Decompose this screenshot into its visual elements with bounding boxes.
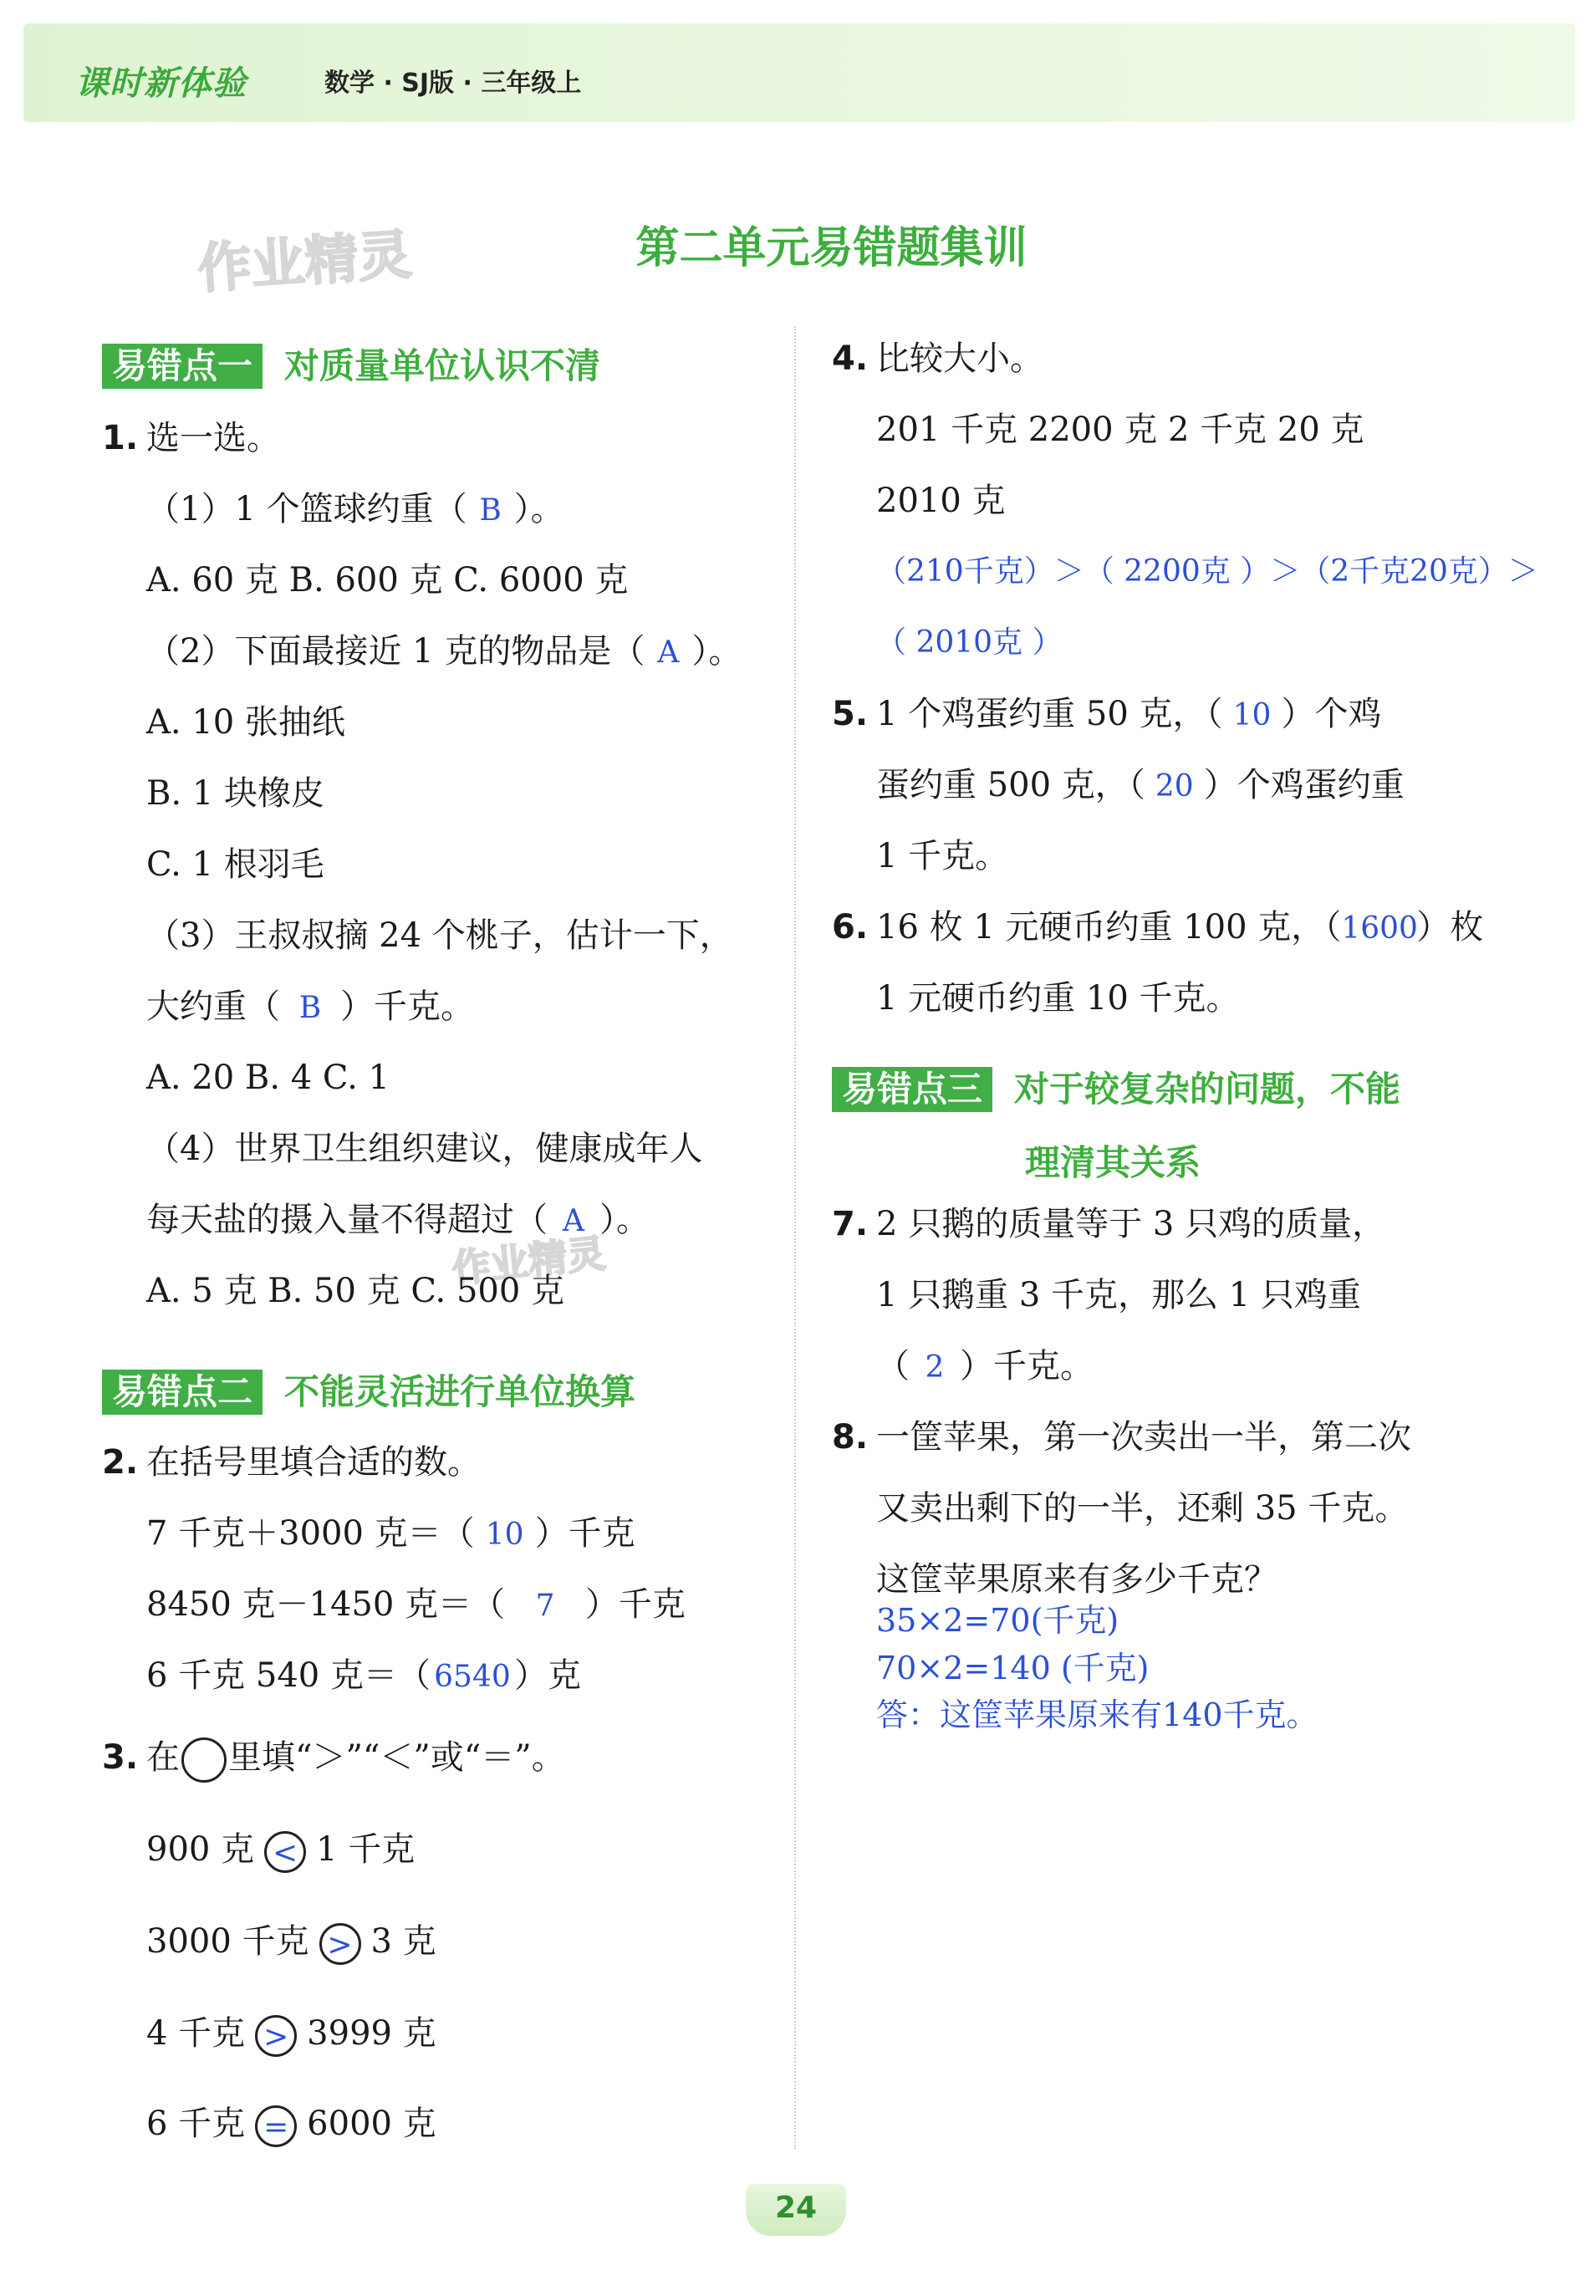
text: 8450 克－1450 克＝（ [146, 1585, 506, 1624]
section-title: 对于较复杂的问题，不能 [1014, 1069, 1401, 1110]
text: 一筐苹果，第一次卖出一半，第二次 [876, 1418, 1412, 1457]
text: 3 克 [370, 1922, 436, 1961]
question-number: 2. [102, 1443, 139, 1482]
answer-circle: < [264, 1831, 306, 1873]
answer: 2 [925, 1350, 945, 1385]
answer: 7 [535, 1589, 555, 1623]
answer-circle: > [319, 1923, 361, 1965]
text: 6 千克 540 克＝（ [146, 1656, 431, 1695]
q8-line3: 这筐苹果原来有多少千克？ [876, 1560, 1277, 1599]
text: ）千克 [585, 1585, 686, 1624]
question-number: 3. [102, 1738, 139, 1777]
q2-line1 [146, 1513, 635, 1555]
text: 6000 克 [307, 2105, 436, 2143]
q1-part2 [146, 631, 742, 673]
text: 在 [146, 1738, 181, 1777]
answer: B [479, 493, 502, 528]
q1-part4-line1: （4）世界卫生组织建议，健康成年人 [146, 1130, 703, 1168]
question-6 [832, 907, 1483, 949]
q1-part2-option-b: B. 1 块橡皮 [146, 774, 324, 813]
q1-part1-options: A. 60 克 B. 600 克 C. 6000 克 [146, 561, 629, 600]
q8-solution-1: 35×2=70(千克) [876, 1602, 1119, 1639]
text: 16 枚 1 元硬币约重 100 克，（ [876, 908, 1342, 946]
question-text: 在括号里填合适的数。 [146, 1443, 482, 1482]
text: ）枚 [1416, 908, 1484, 946]
q3-row [146, 1829, 415, 1873]
page-title: 第二单元易错题集训 [635, 223, 1027, 273]
text: ）。 [599, 1201, 650, 1239]
question-number: 8. [832, 1418, 869, 1457]
page-number: 24 [746, 2184, 846, 2236]
text: ）个鸡蛋约重 [1203, 766, 1405, 804]
q1-part4-line2 [146, 1200, 650, 1242]
answer: 6540 [434, 1660, 511, 1694]
q3-row [146, 2013, 436, 2057]
brand-logo: 课时新体验 [75, 64, 247, 103]
text: 蛋约重 500 克，（ [876, 766, 1145, 804]
section-title-line2: 理清其关系 [1025, 1142, 1201, 1183]
question-5 [832, 694, 1382, 736]
q1-part3-options: A. 20 B. 4 C. 1 [146, 1059, 390, 1097]
question-1 [102, 418, 280, 458]
q3-row [146, 2104, 436, 2147]
section-title: 对质量单位认识不清 [284, 345, 601, 386]
q1-part3-line2 [146, 987, 474, 1028]
text: ）。 [513, 490, 564, 528]
q4-items-line2: 2010 克 [876, 482, 1006, 520]
question-2 [102, 1442, 481, 1482]
text: 大约重（ [146, 987, 280, 1026]
q3-row [146, 1921, 436, 1965]
answer-circle: > [255, 2015, 297, 2057]
question-number: 1. [102, 419, 139, 457]
text: （1）1 个篮球约重（ [146, 490, 467, 528]
question-8 [832, 1417, 1411, 1457]
question-4 [832, 339, 1043, 379]
text: 每天盐的摄入量不得超过（ [146, 1201, 548, 1239]
q6-line2: 1 元硬币约重 10 千克。 [876, 979, 1240, 1018]
q4-items-line1: 201 千克 2200 克 2 千克 20 克 [876, 411, 1364, 449]
section-heading-2 [102, 1365, 635, 1415]
text: 3999 克 [307, 2014, 436, 2053]
text: （2）下面最接近 1 克的物品是（ [146, 632, 645, 671]
section-tag: 易错点一 [102, 344, 263, 389]
answer: 20 [1155, 769, 1194, 804]
section-heading-1 [102, 339, 600, 389]
q8-solution-3: 答：这筐苹果原来有140千克。 [876, 1696, 1318, 1733]
text: 3000 千克 [146, 1922, 309, 1961]
text: 1 千克 [316, 1830, 416, 1869]
question-number: 7. [832, 1205, 869, 1243]
q1-part4-options: A. 5 克 B. 50 克 C. 500 克 [146, 1272, 565, 1310]
section-title: 不能灵活进行单位换算 [284, 1371, 636, 1412]
question-text: 选一选。 [146, 419, 281, 457]
text: 2 只鹅的质量等于 3 只鸡的质量， [876, 1205, 1386, 1243]
q7-line2: 1 只鹅重 3 千克，那么 1 只鸡重 [876, 1276, 1361, 1314]
watermark: 作业精灵 [449, 1230, 608, 1292]
q8-line2: 又卖出剩下的一半，还剩 35 千克。 [876, 1489, 1409, 1528]
q1-part2-option-c: C. 1 根羽毛 [146, 845, 324, 884]
answer-circle: = [255, 2105, 297, 2147]
text: 7 千克＋3000 克＝（ [146, 1514, 475, 1553]
answer: 10 [1232, 698, 1272, 732]
question-3 [102, 1737, 565, 1783]
text: 4 千克 [146, 2014, 246, 2053]
question-number: 6. [832, 908, 869, 946]
answer: 10 [485, 1518, 524, 1552]
subject-label: 数学 · SJ版 · 三年级上 [324, 69, 582, 98]
section-tag: 易错点二 [102, 1370, 263, 1415]
answer: A [657, 635, 680, 670]
q1-part3-line1: （3）王叔叔摘 24 个桃子，估计一下， [146, 916, 733, 955]
text: 1 个鸡蛋约重 50 克，（ [876, 695, 1223, 733]
text: 900 克 [146, 1830, 255, 1869]
q4-answer-line2: （ 2010克 ） [876, 625, 1063, 660]
column-divider [794, 326, 796, 2149]
answer: B [298, 991, 322, 1025]
text: ）千克 [534, 1514, 635, 1553]
answer: A [563, 1204, 584, 1238]
header-band [23, 23, 1575, 122]
text: ）。 [691, 632, 742, 671]
text: ）千克。 [340, 987, 474, 1026]
question-text: 比较大小。 [876, 339, 1044, 378]
q5-line3: 1 千克。 [876, 837, 1009, 875]
q2-line2 [146, 1584, 686, 1626]
text: ）克 [513, 1656, 581, 1695]
circle-icon [181, 1737, 227, 1783]
q5-line2 [876, 765, 1405, 807]
q2-line3 [146, 1656, 581, 1697]
text: （ [876, 1347, 910, 1385]
section-heading-3 [832, 1062, 1400, 1112]
text: 6 千克 [146, 2105, 246, 2143]
text: ）个鸡 [1281, 695, 1382, 733]
q8-solution-2: 70×2=140 (千克) [876, 1650, 1150, 1686]
question-7 [832, 1204, 1385, 1244]
question-number: 4. [832, 339, 869, 378]
q7-line3 [876, 1346, 1094, 1388]
question-number: 5. [832, 695, 869, 733]
answer: 1600 [1341, 911, 1418, 946]
q1-part1 [146, 489, 564, 531]
watermark: 作业精灵 [196, 224, 414, 301]
text: 里填“＞”“＜”或“＝”。 [228, 1738, 565, 1777]
q4-answer-line1: （210千克）＞（ 2200克 ）＞（2千克20克）＞ [876, 554, 1538, 589]
text: ）千克。 [960, 1347, 1094, 1385]
q1-part2-option-a: A. 10 张抽纸 [146, 703, 345, 742]
section-tag: 易错点三 [832, 1067, 992, 1112]
